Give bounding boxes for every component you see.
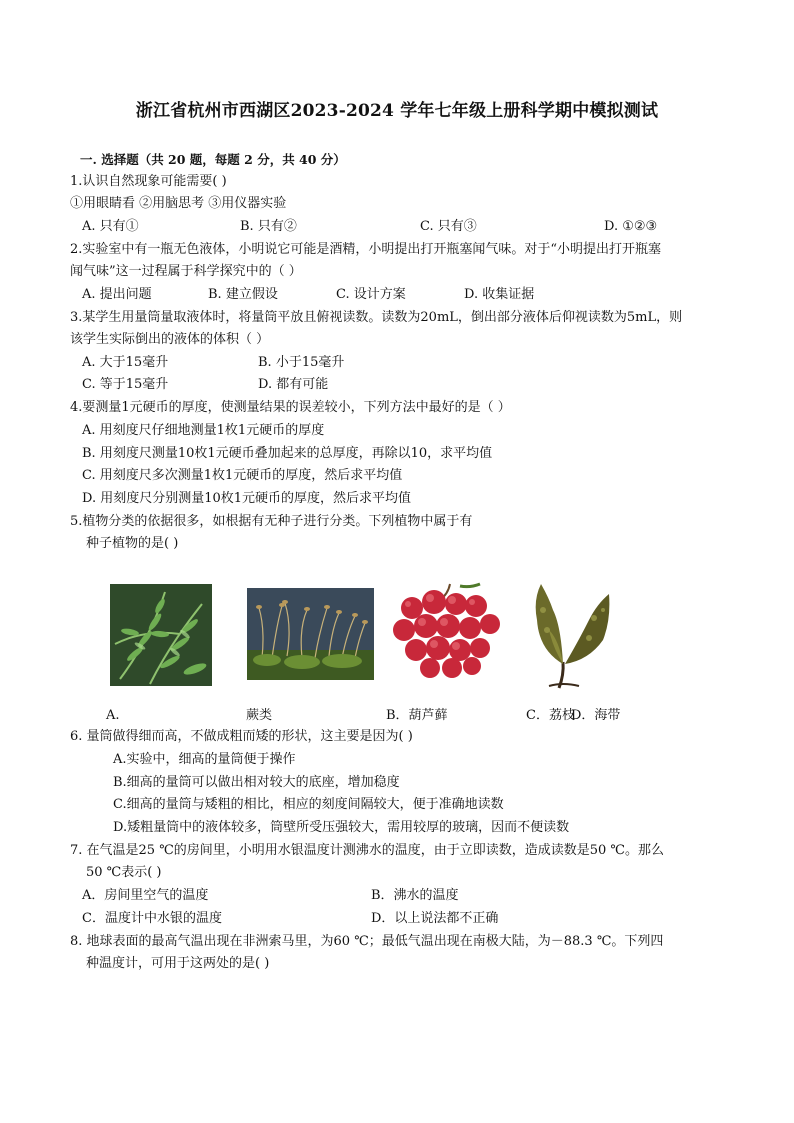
question-8-stem-line2: 种温度计，可用于这两处的是( ) (86, 956, 270, 971)
question-6-option-c: C.细高的量筒与矮粗的相比，相应的刻度间隔较大，便于准确地读数 (113, 797, 504, 812)
question-6-option-a: A.实验中，细高的量筒便于操作 (113, 752, 296, 767)
question-5-stem-line1: 5.植物分类的依据很多，如根据有无种子进行分类。下列植物中属于有 (70, 514, 473, 529)
question-2-stem-line1: 2.实验室中有一瓶无色液体，小明说它可能是酒精，小明提出打开瓶塞闻气味。对于“小明提出打开瓶塞 (70, 242, 662, 257)
question-2-option-c: C. 设计方案 (336, 287, 406, 302)
question-4-option-d: D. 用刻度尺分别测量10枚1元硬币的厚度，然后求平均值 (82, 491, 412, 506)
question-5-caption-a: A. (106, 708, 120, 723)
question-6-option-d: D.矮粗量筒中的液体较多，筒壁所受压强较大，需用较厚的玻璃，因而不便读数 (113, 820, 570, 835)
question-3-stem-line1: 3.某学生用量筒量取液体时，将量筒平放且俯视读数。读数为20mL，倒出部分液体后仰视读数为5mL，则 (70, 310, 683, 325)
question-7-option-a: A．房间里空气的温度 (82, 888, 209, 903)
question-7-option-b: B．沸水的温度 (371, 888, 459, 903)
question-3-option-b: B. 小于15毫升 (258, 355, 345, 370)
question-5-caption-b: B．葫芦藓 (386, 708, 448, 723)
kelp-image (519, 580, 615, 692)
question-3-option-c: C. 等于15毫升 (82, 377, 169, 392)
question-7-option-c: C．温度计中水银的温度 (82, 911, 222, 926)
question-4-option-c: C. 用刻度尺多次测量1枚1元硬币的厚度，然后求平均值 (82, 468, 403, 483)
lychee-image (390, 580, 505, 680)
question-1-option-d: D. ①②③ (604, 219, 658, 234)
moss-image (247, 588, 374, 680)
question-5-caption-d: D．海带 (571, 708, 621, 723)
question-3-stem-line2: 该学生实际倒出的液体的体积（ ） (70, 332, 270, 347)
section-heading: 一. 选择题（共 20 题，每题 2 分，共 40 分） (80, 152, 346, 167)
question-3-option-d: D. 都有可能 (258, 377, 329, 392)
question-1-stem: 1.认识自然现象可能需要( ) (70, 174, 227, 189)
question-1-option-b: B. 只有② (240, 219, 297, 234)
question-2-option-b: B. 建立假设 (208, 287, 278, 302)
fern-image (110, 584, 212, 686)
question-4-stem: 4.要测量1元硬币的厚度，使测量结果的误差较小，下列方法中最好的是（ ） (70, 400, 511, 415)
question-6-option-b: B.细高的量筒可以做出相对较大的底座，增加稳度 (113, 775, 400, 790)
question-2-stem-line2: 闻气味”这一过程属于科学探究中的（ ） (70, 264, 302, 279)
question-7-stem-line2: 50 ℃表示( ) (86, 865, 162, 880)
question-7-stem-line1: 7. 在气温是25 ℃的房间里，小明用水银温度计测沸水的温度，由于立即读数，造成读数是50 ℃。那么 (70, 843, 664, 858)
question-3-option-a: A. 大于15毫升 (82, 355, 169, 370)
question-5-caption-fern: 蕨类 (246, 708, 273, 723)
question-1-sub: ①用眼睛看 ②用脑思考 ③用仪器实验 (70, 196, 287, 211)
question-6-stem: 6. 量筒做得细而高，不做成粗而矮的形状，这主要是因为( ) (70, 729, 413, 744)
question-1-option-a: A. 只有① (82, 219, 139, 234)
question-8-stem-line1: 8. 地球表面的最高气温出现在非洲索马里，为60 ℃；最低气温出现在南极大陆，为－88.3 ℃。下列四 (70, 934, 664, 949)
question-5-stem-line2: 种子植物的是( ) (86, 536, 179, 551)
question-4-option-b: B. 用刻度尺测量10枚1元硬币叠加起来的总厚度，再除以10，求平均值 (82, 446, 493, 461)
question-4-option-a: A. 用刻度尺仔细地测量1枚1元硬币的厚度 (82, 423, 325, 438)
question-2-option-a: A. 提出问题 (82, 287, 152, 302)
page-title: 浙江省杭州市西湖区2023-2024 学年七年级上册科学期中模拟测试 (135, 101, 659, 121)
question-7-option-d: D．以上说法都不正确 (371, 911, 499, 926)
question-5-caption-c: C．荔枝 (526, 708, 575, 723)
question-2-option-d: D. 收集证据 (464, 287, 535, 302)
question-1-option-c: C. 只有③ (420, 219, 477, 234)
